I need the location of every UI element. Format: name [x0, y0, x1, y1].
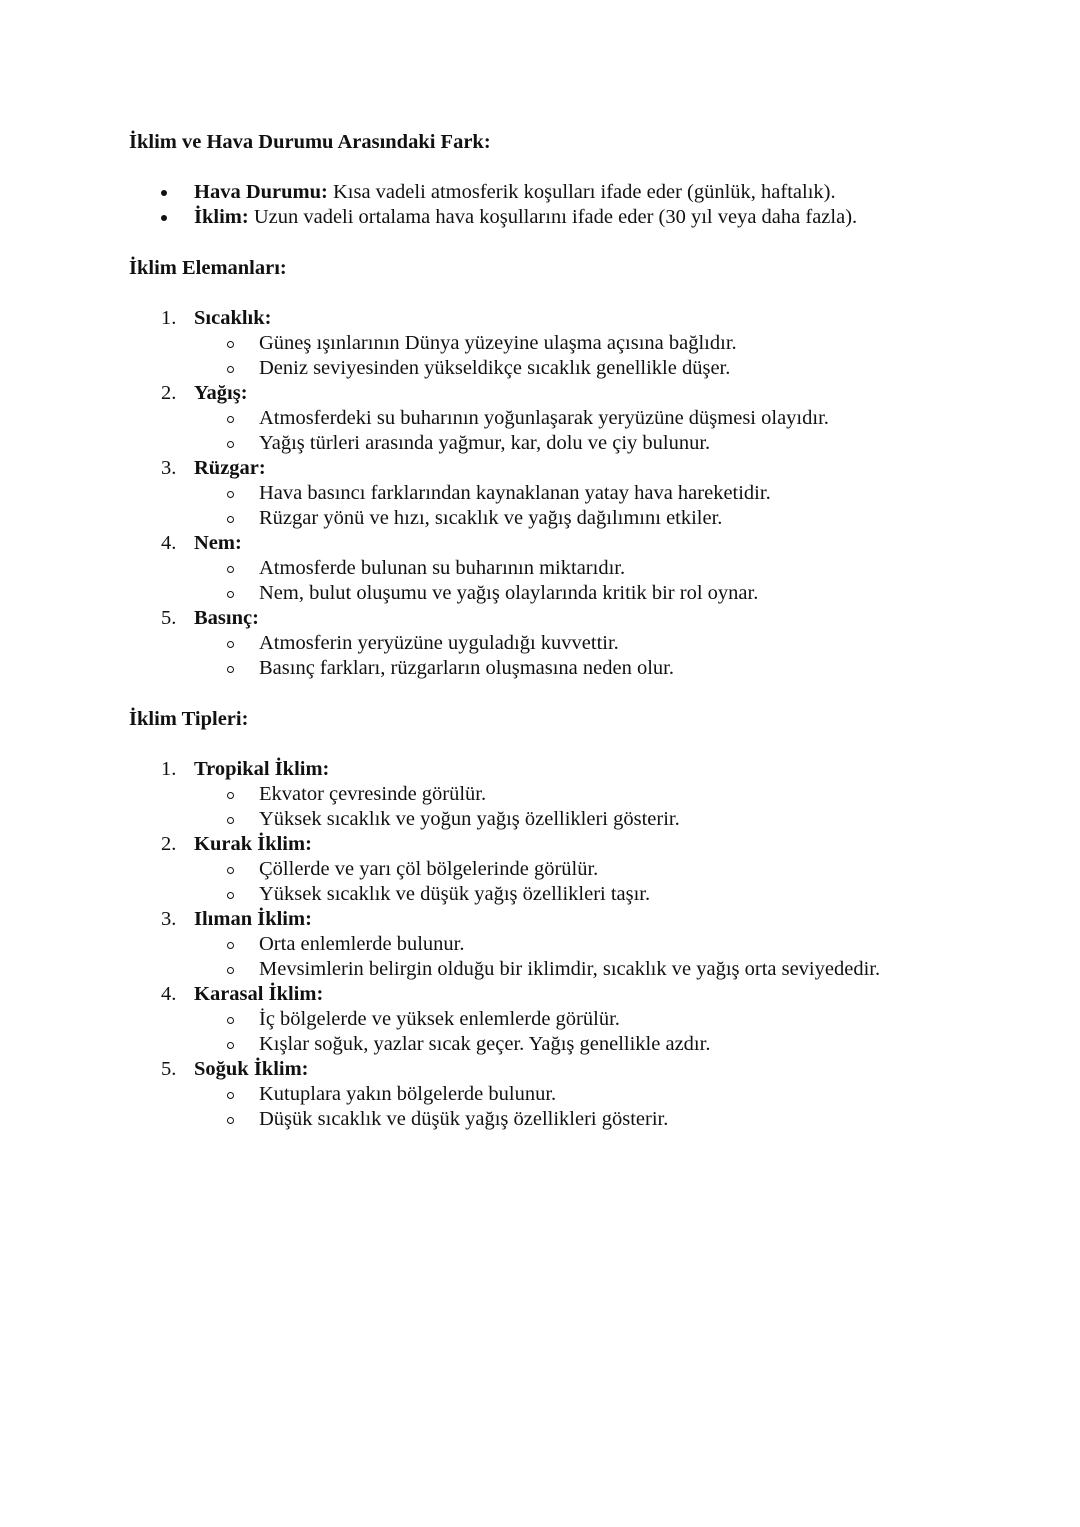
list-item-title: Sıcaklık:	[194, 307, 272, 329]
bullet-definition: Kısa vadeli atmosferik koşulları ifade eder (günlük, haftalık).	[327, 181, 836, 203]
circle-bullet-icon	[227, 967, 234, 974]
circle-bullet-icon	[227, 566, 234, 573]
sub-item-text: Atmosferin yeryüzüne uyguladığı kuvvettir.	[259, 632, 619, 654]
circle-bullet-icon	[227, 366, 234, 373]
list-item-title: Kurak İklim:	[194, 833, 312, 855]
circle-bullet-icon	[227, 641, 234, 648]
circle-bullet-icon	[227, 416, 234, 423]
list-item-title: Ilıman İklim:	[194, 908, 312, 930]
sub-item-text: Kutuplara yakın bölgelerde bulunur.	[259, 1083, 557, 1105]
circle-bullet-icon	[227, 1017, 234, 1024]
list-number: 4.	[161, 983, 177, 1005]
sub-item-text: Yüksek sıcaklık ve düşük yağış özellikleri taşır.	[259, 883, 651, 905]
list-number: 1.	[161, 307, 177, 329]
sub-item-text: Yüksek sıcaklık ve yoğun yağış özellikleri gösterir.	[259, 808, 680, 830]
list-item-title: Tropikal İklim:	[194, 758, 330, 780]
sub-item-text: Düşük sıcaklık ve düşük yağış özellikleri gösterir.	[259, 1108, 669, 1130]
bullet-term: Hava Durumu:	[194, 181, 328, 203]
list-item-title: Karasal İklim:	[194, 983, 324, 1005]
list-number: 2.	[161, 833, 177, 855]
list-item-title: Nem:	[194, 532, 242, 554]
section-heading-types: İklim Tipleri:	[129, 708, 249, 730]
list-item-title: Basınç:	[194, 607, 259, 629]
sub-item-text: Orta enlemlerde bulunur.	[259, 933, 465, 955]
circle-bullet-icon	[227, 666, 234, 673]
circle-bullet-icon	[227, 491, 234, 498]
sub-item-text: İç bölgelerde ve yüksek enlemlerde görülür.	[259, 1008, 620, 1030]
sub-item-text: Atmosferdeki su buharının yoğunlaşarak yeryüzüne düşmesi olayıdır.	[259, 407, 829, 429]
sub-item-text: Deniz seviyesinden yükseldikçe sıcaklık genellikle düşer.	[259, 357, 731, 379]
sub-item-text: Rüzgar yönü ve hızı, sıcaklık ve yağış dağılımını etkiler.	[259, 507, 723, 529]
bullet-text	[194, 205, 857, 230]
sub-item-text: Basınç farkları, rüzgarların oluşmasına neden olur.	[259, 657, 674, 679]
circle-bullet-icon	[227, 341, 234, 348]
circle-bullet-icon	[227, 1042, 234, 1049]
list-item-title: Yağış:	[194, 382, 248, 404]
sub-item-text: Hava basıncı farklarından kaynaklanan yatay hava hareketidir.	[259, 482, 771, 504]
circle-bullet-icon	[227, 817, 234, 824]
list-number: 5.	[161, 1058, 177, 1080]
bullet-dot-icon	[161, 215, 167, 221]
circle-bullet-icon	[227, 792, 234, 799]
circle-bullet-icon	[227, 441, 234, 448]
bullet-dot-icon	[161, 190, 167, 196]
section-heading-elements: İklim Elemanları:	[129, 257, 287, 279]
circle-bullet-icon	[227, 867, 234, 874]
sub-item-text: Atmosferde bulunan su buharının miktarıdır.	[259, 557, 626, 579]
circle-bullet-icon	[227, 591, 234, 598]
list-number: 4.	[161, 532, 177, 554]
sub-item-text: Mevsimlerin belirgin olduğu bir iklimdir, sıcaklık ve yağış orta seviyededir.	[259, 958, 881, 980]
sub-item-text: Ekvator çevresinde görülür.	[259, 783, 487, 805]
circle-bullet-icon	[227, 1092, 234, 1099]
bullet-definition: Uzun vadeli ortalama hava koşullarını ifade eder (30 yıl veya daha fazla).	[248, 206, 858, 228]
circle-bullet-icon	[227, 516, 234, 523]
list-number: 5.	[161, 607, 177, 629]
sub-item-text: Güneş ışınlarının Dünya yüzeyine ulaşma açısına bağlıdır.	[259, 332, 737, 354]
list-number: 2.	[161, 382, 177, 404]
bullet-text	[194, 180, 836, 205]
sub-item-text: Çöllerde ve yarı çöl bölgelerinde görülür.	[259, 858, 599, 880]
bullet-term: İklim:	[194, 206, 249, 228]
sub-item-text: Kışlar soğuk, yazlar sıcak geçer. Yağış genellikle azdır.	[259, 1033, 711, 1055]
list-item-title: Rüzgar:	[194, 457, 266, 479]
list-item-title: Soğuk İklim:	[194, 1058, 309, 1080]
circle-bullet-icon	[227, 1117, 234, 1124]
sub-item-text: Yağış türleri arasında yağmur, kar, dolu ve çiy bulunur.	[259, 432, 711, 454]
section-heading-difference: İklim ve Hava Durumu Arasındaki Fark:	[129, 131, 491, 153]
circle-bullet-icon	[227, 942, 234, 949]
list-number: 3.	[161, 457, 177, 479]
circle-bullet-icon	[227, 892, 234, 899]
list-number: 1.	[161, 758, 177, 780]
list-number: 3.	[161, 908, 177, 930]
sub-item-text: Nem, bulut oluşumu ve yağış olaylarında kritik bir rol oynar.	[259, 582, 759, 604]
